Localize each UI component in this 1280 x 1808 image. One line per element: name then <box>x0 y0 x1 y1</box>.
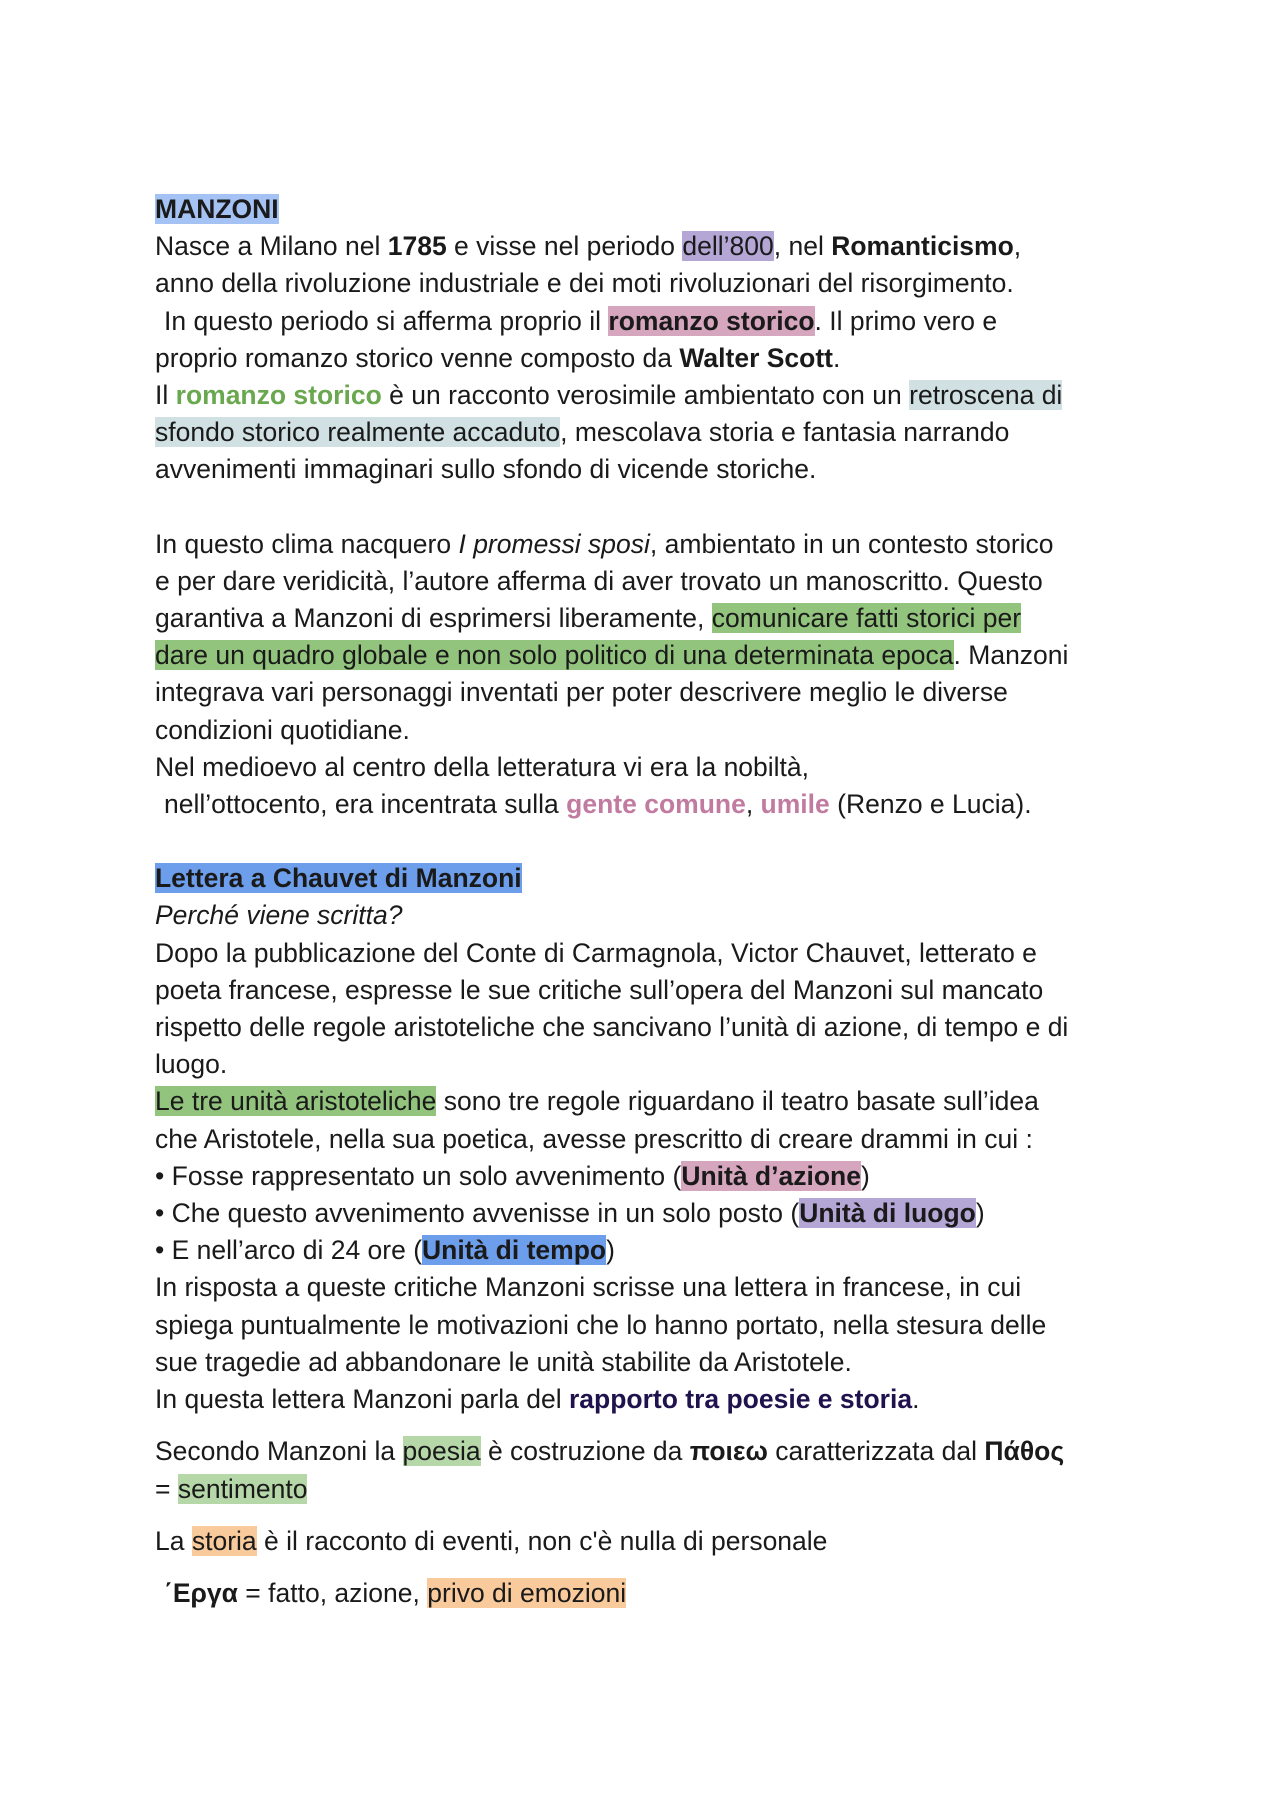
green-term: romanzo storico <box>175 380 382 411</box>
bullet-item <box>155 1232 1155 1269</box>
document-body <box>155 191 1155 1612</box>
text: = fatto, azione, <box>237 1577 428 1608</box>
paragraph-line: sue tragedie ad abbandonare le unità stabilite da Aristotele. <box>155 1346 852 1377</box>
paragraph-line: Dopo la pubblicazione del Conte di Carmagnola, Victor Chauvet, letterato e <box>155 937 1037 968</box>
text: ) <box>975 1198 985 1229</box>
text: . <box>833 342 841 373</box>
paragraph-line: luogo. <box>155 1049 228 1080</box>
highlight-storia: storia <box>191 1525 257 1556</box>
paragraph-line <box>155 228 1155 265</box>
paragraph-line <box>155 1523 1155 1560</box>
text: e visse nel periodo <box>446 231 683 262</box>
highlight-poesia: poesia <box>402 1436 481 1467</box>
paragraph-line: anno della rivoluzione industriale e dei moti rivoluzionari del risorgimento. <box>155 268 1014 299</box>
highlight-unita-luogo: Unità di luogo <box>799 1198 976 1229</box>
spacer <box>155 1418 1155 1433</box>
paragraph-line <box>155 1471 1155 1508</box>
paragraph-line: che Aristotele, nella sua poetica, avesse prescritto di creare drammi in cui : <box>155 1123 1033 1154</box>
subheading: Perché viene scritta? <box>155 900 403 931</box>
paragraph-line <box>155 1575 1155 1612</box>
text: sono tre regole riguardano il teatro basate sull’idea <box>436 1086 1039 1117</box>
text: garantiva a Manzoni di esprimersi liberamente, <box>155 603 712 634</box>
highlight-green: Le tre unità aristoteliche <box>155 1086 437 1117</box>
text: ) <box>860 1160 870 1191</box>
paragraph-line <box>155 786 1155 823</box>
text: , <box>745 789 761 820</box>
paragraph-line: poeta francese, espresse le sue critiche sull’opera del Manzoni sul mancato <box>155 974 1044 1005</box>
text: • Fosse rappresentato un solo avvenimento ( <box>155 1160 682 1191</box>
paragraph-line: In risposta a queste critiche Manzoni scrisse una lettera in francese, in cui <box>155 1272 1022 1303</box>
text: . Manzoni <box>953 640 1069 671</box>
text: . Il primo vero e <box>814 305 998 336</box>
pink-term: umile <box>760 789 830 820</box>
paragraph-line: Nel medioevo al centro della letteratura vi era la nobiltà, <box>155 751 810 782</box>
section-heading <box>155 860 1155 897</box>
text: è un racconto verosimile ambientato con un <box>381 380 910 411</box>
text: , nel <box>773 231 832 262</box>
paragraph-line <box>155 414 1155 451</box>
paragraph-line: rispetto delle regole aristoteliche che sancivano l’unità di azione, di tempo e di <box>155 1012 1069 1043</box>
paragraph-line <box>155 303 1155 340</box>
bullet-item <box>155 1195 1155 1232</box>
walter-scott-text: Walter Scott <box>679 342 834 373</box>
text: In questo periodo si afferma proprio il <box>164 305 609 336</box>
pink-term: gente comune <box>566 789 746 820</box>
text: , mescolava storia e fantasia narrando <box>560 417 1010 448</box>
paragraph-line <box>155 377 1155 414</box>
highlight-period: dell’800 <box>682 231 774 262</box>
text: è il racconto di eventi, non c'è nulla di personale <box>256 1525 828 1556</box>
text: (Renzo e Lucia). <box>829 789 1032 820</box>
paragraph-line: spiega puntualmente le motivazioni che lo hanno portato, nella stesura delle <box>155 1309 1047 1340</box>
text: • Che questo avvenimento avvenisse in un solo posto ( <box>155 1198 800 1229</box>
paragraph-line <box>155 526 1155 563</box>
text: . <box>912 1384 920 1415</box>
highlight-unita-azione: Unità d’azione <box>681 1160 861 1191</box>
highlight-emozioni: privo di emozioni <box>427 1577 627 1608</box>
paragraph-line <box>155 1083 1155 1120</box>
greek-term: ποιεω <box>689 1436 768 1467</box>
text: = <box>155 1473 178 1504</box>
text: proprio romanzo storico venne composto da <box>155 342 680 373</box>
paragraph-line <box>155 1381 1155 1418</box>
text: nell’ottocento, era incentrata sulla <box>164 789 567 820</box>
paragraph-line <box>155 1433 1155 1470</box>
page-title <box>155 191 1155 228</box>
text: Nasce a Milano nel <box>155 231 388 262</box>
text: • E nell’arco di 24 ore ( <box>155 1235 423 1266</box>
blank-line <box>155 823 1155 860</box>
paragraph-line <box>155 637 1155 674</box>
blank-line <box>155 489 1155 526</box>
paragraph-line <box>155 600 1155 637</box>
spacer <box>155 1560 1155 1575</box>
highlight-sfondo: sfondo storico realmente accaduto <box>155 417 561 448</box>
text: caratterizzata dal <box>767 1436 985 1467</box>
highlight-green: dare un quadro globale e non solo politico di una determinata epoca <box>155 640 954 671</box>
highlight-retroscena: retroscena di <box>909 380 1063 411</box>
highlight-unita-tempo: Unità di tempo <box>422 1235 607 1266</box>
bullet-item <box>155 1158 1155 1195</box>
text: è costruzione da <box>480 1436 690 1467</box>
text: In questa lettera Manzoni parla del <box>155 1384 569 1415</box>
year-text: 1785 <box>387 231 447 262</box>
movement-text: Romanticismo <box>831 231 1014 262</box>
paragraph-line: e per dare veridicità, l’autore afferma di aver trovato un manoscritto. Questo <box>155 565 1043 596</box>
text: , <box>1013 231 1022 262</box>
navy-term: rapporto tra poesie e storia <box>568 1384 913 1415</box>
heading-text: Lettera a Chauvet di Manzoni <box>155 863 522 894</box>
paragraph-line: condizioni quotidiane. <box>155 714 410 745</box>
greek-term: Πάθος <box>984 1436 1065 1467</box>
paragraph-line <box>155 340 1155 377</box>
book-title: I promessi sposi <box>458 528 650 559</box>
greek-term: ΄Εργα <box>164 1577 238 1608</box>
highlight-sentimento: sentimento <box>177 1473 308 1504</box>
text: ) <box>606 1235 615 1266</box>
text: , ambientato in un contesto storico <box>649 528 1054 559</box>
spacer <box>155 1508 1155 1523</box>
text: La <box>155 1525 192 1556</box>
text: Secondo Manzoni la <box>155 1436 403 1467</box>
highlight-romanzo-storico: romanzo storico <box>608 305 815 336</box>
title-text: MANZONI <box>155 194 279 224</box>
paragraph-line: avvenimenti immaginari sullo sfondo di vicende storiche. <box>155 454 817 485</box>
text: Il <box>155 380 176 411</box>
text: In questo clima nacquero <box>155 528 459 559</box>
highlight-green: comunicare fatti storici per <box>711 603 1022 634</box>
paragraph-line: integrava vari personaggi inventati per poter descrivere meglio le diverse <box>155 677 1008 708</box>
